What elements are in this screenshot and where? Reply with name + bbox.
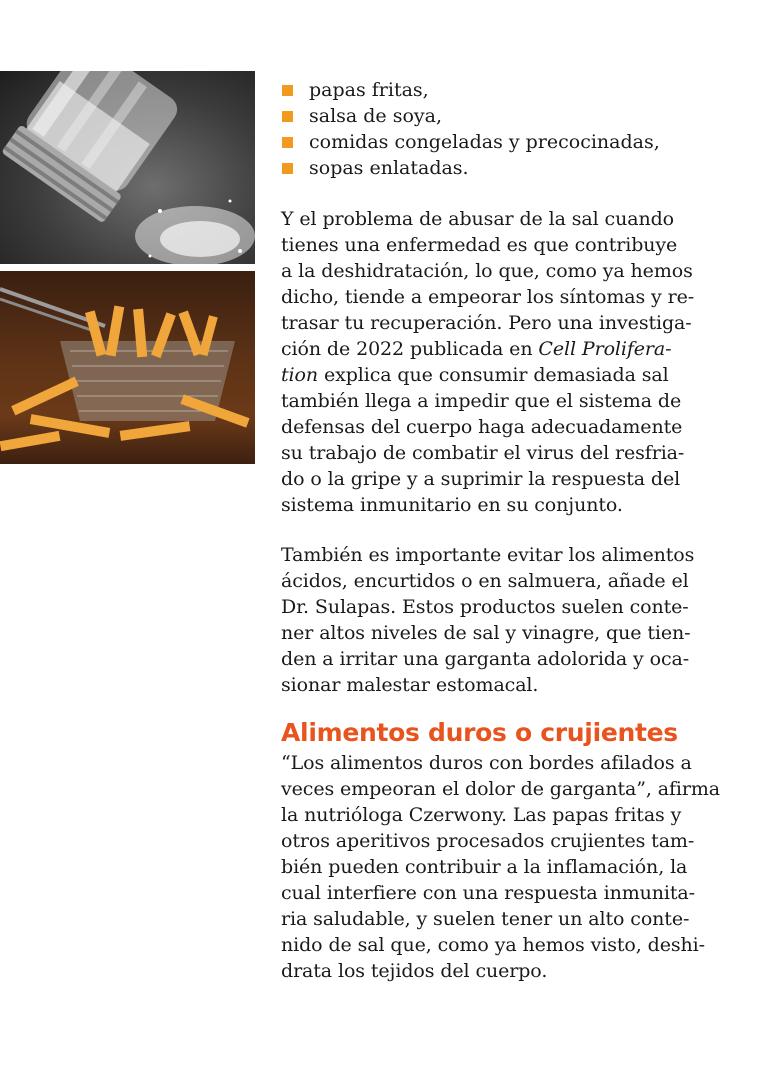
text-line: sistema inmunitario en su conjunto. <box>281 494 623 516</box>
text-line: nido de sal que, como ya hemos visto, deshi- <box>281 934 705 956</box>
text-line: den a irritar una garganta adolorida y oca- <box>281 648 690 670</box>
list-item-text: papas fritas, <box>309 79 429 101</box>
text-line: su trabajo de combatir el virus del resfria- <box>281 442 685 464</box>
text-line <box>281 336 726 362</box>
text-line: ácidos, encurtidos o en salmuera, añade el <box>281 570 689 592</box>
list-item-text: salsa de soya, <box>309 105 443 127</box>
text-line: Y el problema de abusar de la sal cuando <box>281 208 674 230</box>
text-line: cual interfiere con una respuesta inmunita- <box>281 882 695 904</box>
text-line: ner altos niveles de sal y vinagre, que tien- <box>281 622 691 644</box>
text-line: otros aperitivos procesados crujientes tam- <box>281 830 695 852</box>
text-line: a la deshidratación, lo que, como ya hemos <box>281 260 693 282</box>
text-line <box>281 362 726 388</box>
french-fries-image <box>0 271 255 464</box>
list-item <box>281 129 726 155</box>
paragraph-crunchy-foods <box>281 750 726 984</box>
paragraph-salt-dehydration <box>281 206 726 518</box>
journal-title: Cell Prolifera- <box>538 338 672 360</box>
text-line: También es importante evitar los alimentos <box>281 544 695 566</box>
list-item-text: comidas congeladas y precocinadas, <box>309 131 660 153</box>
text-line: también llega a impedir que el sistema de <box>281 390 682 412</box>
salt-shaker-illustration <box>0 71 255 264</box>
text-fragment: ción de 2022 publicada en <box>281 338 539 360</box>
text-line: defensas del cuerpo haga adecuadamente <box>281 416 683 438</box>
bullet-square-icon <box>282 163 293 174</box>
text-line: “Los alimentos duros con bordes afilados a <box>281 752 692 774</box>
paragraph-acidic-foods <box>281 542 726 698</box>
list-item <box>281 77 726 103</box>
bullet-square-icon <box>282 111 293 122</box>
list-item <box>281 103 726 129</box>
text-line: do o la gripe y a suprimir la respuesta del <box>281 468 681 490</box>
text-line: ria saludable, y suelen tener un alto conte- <box>281 908 690 930</box>
bullet-square-icon <box>282 85 293 96</box>
section-heading: Alimentos duros o crujientes <box>281 718 678 747</box>
text-line: veces empeoran el dolor de garganta”, afirma <box>281 778 721 800</box>
text-line: Dr. Sulapas. Estos productos suelen conte- <box>281 596 689 618</box>
text-line: trasar tu recuperación. Pero una investiga- <box>281 312 692 334</box>
text-line: bién pueden contribuir a la inflamación, la <box>281 856 688 878</box>
list-item-text: sopas enlatadas. <box>309 157 469 179</box>
text-line: la nutrióloga Czerwony. Las papas fritas y <box>281 804 682 826</box>
text-line: tienes una enfermedad es que contribuye <box>281 234 678 256</box>
text-fragment: explica que consumir demasiada sal <box>318 364 669 386</box>
list-item <box>281 155 726 181</box>
text-line: sionar malestar estomacal. <box>281 674 539 696</box>
journal-title: tion <box>281 364 318 386</box>
bullet-square-icon <box>282 137 293 148</box>
text-line: drata los tejidos del cuerpo. <box>281 960 548 982</box>
text-line: dicho, tiende a empeorar los síntomas y re- <box>281 286 695 308</box>
food-bullet-list <box>281 77 726 181</box>
fries-basket-illustration <box>0 271 255 464</box>
salt-shaker-image <box>0 71 255 264</box>
